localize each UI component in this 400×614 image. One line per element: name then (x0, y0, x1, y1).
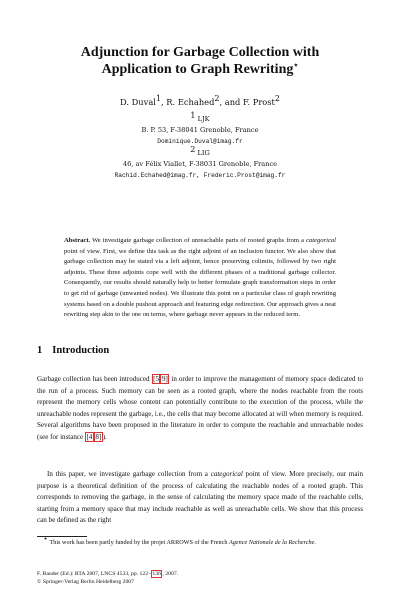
intro-paragraph-1 (37, 374, 363, 444)
author-list (0, 94, 400, 107)
p1-text-2: in order to improve the management of memory space dedicated to the run of a process. Such memory can be seen as a rooted graph, where the nodes reachable from the roots represent the memory cells whose content can potentially contribute to the execution of the process, while the unreachable nodes represent the garbage, i.e., the cells that may become allocated at will when memory is required. Several algorithms have been proposed in the literature in order to compute the reachable and unreachable nodes (see for instance (37, 375, 363, 441)
title-footnote-mark: ⋆ (293, 60, 299, 70)
citation-link-5[interactable]: [5 (153, 375, 159, 383)
p2-text-2: point of view. More precisely, our main purpose is a theoretical definition of the process of calculating the reachable nodes of a rooted graph. This corresponds to removing the garbage, in the sense of calculating the memory space made of the reachable cells, starting from a memory space that may include reachable as well as unreachable cells. We show that this process can be defined as the right (37, 470, 363, 525)
title-line1-text: Adjunction for Garbage Collection with (80, 45, 320, 60)
author-duval-affil: 1 (155, 94, 162, 104)
publication-text-b: , 2007. (162, 571, 179, 577)
abstract-text-1: We investigate garbage collection of unreachable parts of rooted graphs from a (90, 237, 306, 244)
publication-line-1 (37, 570, 363, 578)
title-line2-text: Application to Graph Rewriting (101, 62, 294, 77)
affiliation-2-name (0, 144, 400, 158)
p1-text-1: Garbage collection has been introduced (37, 375, 152, 383)
affiliation-1-address: B. P. 53, F-38041 Grenoble, France (141, 126, 259, 134)
footnote-agency: Agence Nationale de la Recherche (229, 539, 315, 546)
footnote-body (37, 533, 363, 547)
intro-paragraph-2 (37, 469, 363, 527)
publication-info (37, 570, 363, 586)
author-duval: D. Duval (120, 97, 156, 107)
footnote-text-1: This work has been partly funded by the projet ARROWS of the French (48, 539, 230, 546)
section-number: 1 (37, 345, 43, 356)
abstract-emphasis: categorical (305, 237, 336, 244)
affiliation-2-address: 46, av Félix Viallet, F-38031 Grenoble, France (122, 160, 278, 168)
section-heading (37, 345, 109, 356)
copyright-line: © Springer-Verlag Berlin Heidelberg 2007 (37, 579, 134, 586)
affiliation-1-number: 1 (190, 110, 196, 120)
citation-link-4[interactable]: [4 (86, 432, 93, 441)
p1-text-3: ). (102, 432, 107, 441)
p2-emphasis: categorical (210, 470, 243, 478)
affiliation-2-label: LIG (197, 149, 210, 157)
footnote (37, 533, 363, 547)
affiliation-1-name (0, 110, 400, 124)
author-echahed: , R. Echahed (161, 97, 215, 107)
affiliation-1-label: LJK (197, 115, 210, 123)
citation-link-8[interactable]: 8] (95, 432, 102, 441)
affiliation-2-email[interactable]: Rachid.Echahed@imag.fr, Frederic.Prost@imag.fr (114, 172, 286, 179)
abstract-label: Abstract. (64, 237, 91, 244)
citation-link-9[interactable]: 9] (161, 375, 168, 383)
p2-text-1: In this paper, we investigate garbage collection from a (47, 470, 211, 478)
author-echahed-affil: 2 (214, 94, 220, 104)
footnote-text-2: . (314, 539, 316, 546)
footnote-mark: ⋆ (43, 533, 49, 543)
affiliation-1-email[interactable]: Dominique.Duval@imag.fr (157, 138, 243, 145)
affiliation-2-number: 2 (190, 144, 196, 154)
abstract-text-2: point of view. First, we define this task as the right adjoint of an inclusion functor. We also show that garbage collection may be stated via a left adjoint, hence preserving colimits, followed by two right adjoints. These three adjoints cope well with the different phases of a traditional garbage collector. Consequently, our results should naturally help to better formulate graph transformation steps in order to get rid of garbage (unwanted nodes). We illustrate this point on a particular class of graph rewriting systems based on a double pushout approach and featuring edge redirection. Our approach gives a neat rewriting step akin to the one on terms, where garbage never appears in the reduced term. (64, 247, 336, 319)
paper-title-line1 (0, 44, 400, 62)
author-prost: , and F. Prost (219, 97, 275, 107)
section-title: Introduction (52, 345, 110, 356)
publication-text-a: F. Bauder (Ed.): RTA 2007, LNCS 4533, pp. 122– (37, 571, 151, 577)
abstract (64, 236, 336, 321)
page-range-link[interactable]: 136 (152, 571, 161, 577)
author-prost-affil: 2 (274, 94, 280, 104)
paper-title-line2 (0, 61, 400, 79)
